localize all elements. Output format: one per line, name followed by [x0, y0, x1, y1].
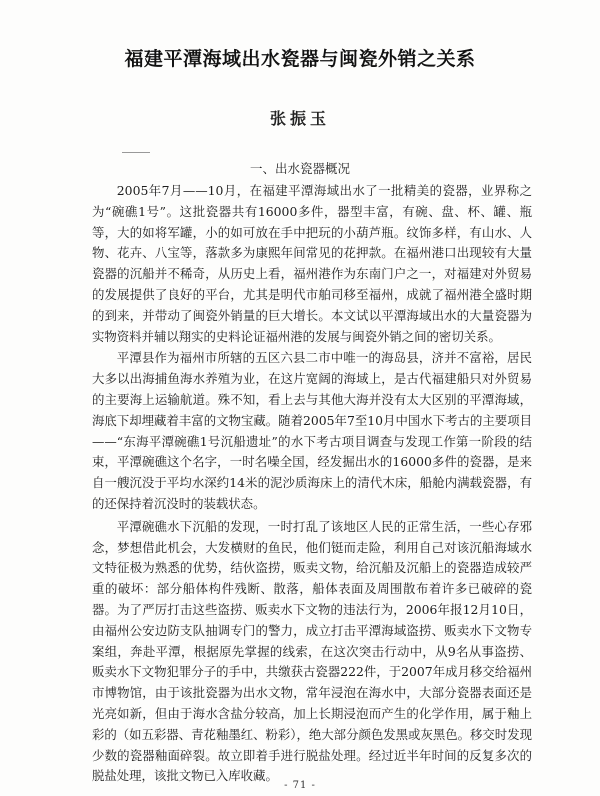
body-text — [92, 181, 532, 787]
separator-rule — [122, 152, 150, 153]
paper-title: 福建平潭海域出水瓷器与闽瓷外销之关系 — [124, 48, 476, 70]
paragraph-1: 2005年7月——10月，在福建平潭海域出水了一批精美的瓷器，业界称之为“碗礁1号”。这批瓷器共有16000多件，器型丰富，有碗、盘、杯、罐、瓶等，大的如将军罐，小的如可放在手中把玩的小葫芦瓶。纹饰多样，有山水、人物、花卉、八宝等，落款多为康熙年间常见的花押款。在福州港口出现较有大量瓷器的沉船并不稀奇，从历史上看，福州港作为东南门户之一，对福建对外贸易的发展提供了良好的平台，尤其是明代市舶司移至福州，成就了福州港全盛时期的到来，并带动了闽瓷外销量的巨大增长。本文试以平潭海域出水的大量瓷器为实物资料并辅以翔实的史料论证福州港的发展与闽瓷外销之间的密切关系。 — [92, 183, 532, 344]
paragraph-2: 平潭县作为福州市所辖的五区六县二市中唯一的海岛县，济并不富裕，居民大多以出海捕鱼海水养殖为业，在这片宽阔的海域上，是古代福建船只对外贸易的主要海上运输航道。殊不知，看上去与其他大海并没有太大区别的平潭海域，海底下却埋藏着丰富的文物宝藏。随着2005年7至10月中国水下考古的主要项目——“东海平潭碗礁1号沉船遗址”的水下考古项目调查与发现工作第一阶段的结束，平潭碗礁这个名字，一时名噪全国，经发掘出水的16000多件的瓷器，是来自一艘沉没于平均水深约14米的泥沙质海床上的清代木床，船舱内满载瓷器，有的还保持着沉没时的装载状态。 — [92, 350, 532, 511]
page-number: - 71 - — [284, 780, 316, 791]
paragraph-3: 平潭碗礁水下沉船的发现，一时打乱了该地区人民的正常生活，一些心存邪念，梦想借此机会，大发横财的鱼民，他们铤而走险，利用自己对该沉船海域水文特征极为熟悉的优势，结伙盗捞，贩卖文物，给沉船及沉船上的瓷器造成较严重的破坏：部分船体构件残断、散落，船体表面及周围散布着许多已破碎的瓷器。为了严厉打击这些盗捞、贩卖水下文物的违法行为，2006年报12月10日，由福州公安边防支队抽调专门的警力，成立打击平潭海域盗捞、贩卖水下文物专案组，奔赴平潭，根据原先掌握的线索，在这次突击行动中，从9名从事盗捞、贩卖水下文物犯罪分子的手中，共缴获古瓷器222件，于2007年成月移交给福州市博物馆，由于该批瓷器为出水文物，常年浸泡在海水中，大部分瓷器表面还是光亮如新，但由于海水含盐分较高，加上长期浸泡而产生的化学作用，属于釉上彩的（如五彩器、青花釉墨红、粉彩），绝大部分颜色发黑或灰黑色。移交时发现少数的瓷器釉面碎裂。故立即着手进行脱盐处理。经过近半年时间的反复多次的脱盐处理，该批文物已入库收藏。 — [92, 518, 532, 784]
section-heading: 一、出水瓷器概况 — [249, 161, 350, 176]
author-name: 张振玉 — [269, 109, 330, 128]
